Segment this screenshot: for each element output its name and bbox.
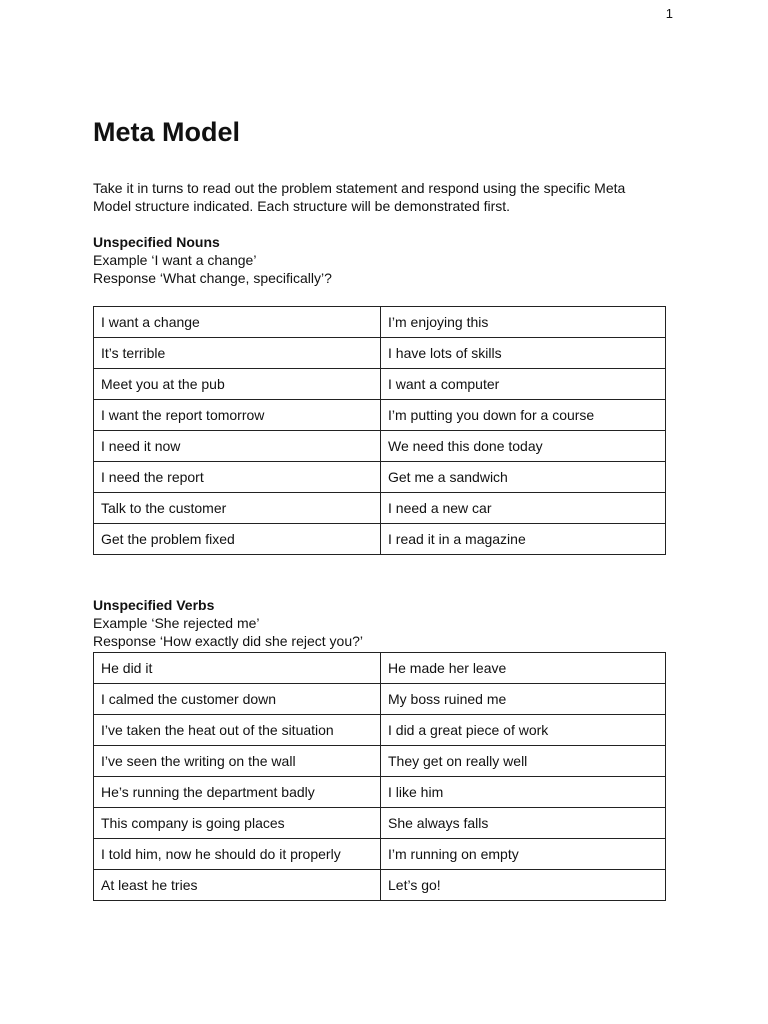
section-unspecified-verbs — [93, 596, 667, 901]
table-row — [94, 839, 666, 870]
table-cell: I’m putting you down for a course — [381, 400, 666, 431]
phrase-table — [93, 306, 666, 555]
table-row — [94, 653, 666, 684]
table-cell: She always falls — [381, 808, 666, 839]
table-cell: He’s running the department badly — [94, 777, 381, 808]
table-cell: I’ve taken the heat out of the situation — [94, 715, 381, 746]
table-row — [94, 684, 666, 715]
table-cell: I told him, now he should do it properly — [94, 839, 381, 870]
table-cell: I want a computer — [381, 369, 666, 400]
section-example: Example ‘I want a change’ — [93, 252, 257, 268]
table-cell: I need a new car — [381, 493, 666, 524]
table-cell: I’m enjoying this — [381, 307, 666, 338]
table-cell: They get on really well — [381, 746, 666, 777]
table-cell: It’s terrible — [94, 338, 381, 369]
table-cell: I have lots of skills — [381, 338, 666, 369]
table-row — [94, 307, 666, 338]
section-response: Response ‘How exactly did she reject you?’ — [93, 633, 364, 649]
table-cell: This company is going places — [94, 808, 381, 839]
table-cell: I read it in a magazine — [381, 524, 666, 555]
table-cell: We need this done today — [381, 431, 666, 462]
table-row — [94, 524, 666, 555]
section-heading: Unspecified Verbs — [93, 597, 215, 613]
table-row — [94, 400, 666, 431]
table-cell: Talk to the customer — [94, 493, 381, 524]
table-cell: I need it now — [94, 431, 381, 462]
table-row — [94, 870, 666, 901]
table-row — [94, 338, 666, 369]
intro-paragraph: Take it in turns to read out the problem statement and respond using the specific Meta Model structure indicated. Each structure will be demonstrated first. — [93, 180, 626, 214]
table-row — [94, 493, 666, 524]
table-cell: Meet you at the pub — [94, 369, 381, 400]
table-row — [94, 746, 666, 777]
table-row — [94, 715, 666, 746]
section-heading: Unspecified Nouns — [93, 234, 220, 250]
table-row — [94, 462, 666, 493]
table-row — [94, 369, 666, 400]
section-unspecified-nouns — [93, 233, 667, 555]
table-cell: I did a great piece of work — [381, 715, 666, 746]
section-example: Example ‘She rejected me’ — [93, 615, 260, 631]
table-cell: I’ve seen the writing on the wall — [94, 746, 381, 777]
page-title: Meta Model — [93, 117, 241, 147]
table-cell: He made her leave — [381, 653, 666, 684]
table-row — [94, 431, 666, 462]
table-cell: I want the report tomorrow — [94, 400, 381, 431]
table-cell: Get me a sandwich — [381, 462, 666, 493]
table-cell: I like him — [381, 777, 666, 808]
table-cell: I want a change — [94, 307, 381, 338]
table-row — [94, 808, 666, 839]
phrase-table — [93, 652, 666, 901]
table-cell: My boss ruined me — [381, 684, 666, 715]
table-cell: I calmed the customer down — [94, 684, 381, 715]
table-cell: I need the report — [94, 462, 381, 493]
page-number: 1 — [665, 6, 673, 21]
table-cell: I’m running on empty — [381, 839, 666, 870]
table-cell: He did it — [94, 653, 381, 684]
table-cell: Let’s go! — [381, 870, 666, 901]
table-row — [94, 777, 666, 808]
section-response: Response ‘What change, specifically’? — [93, 270, 332, 286]
table-cell: At least he tries — [94, 870, 381, 901]
table-cell: Get the problem fixed — [94, 524, 381, 555]
